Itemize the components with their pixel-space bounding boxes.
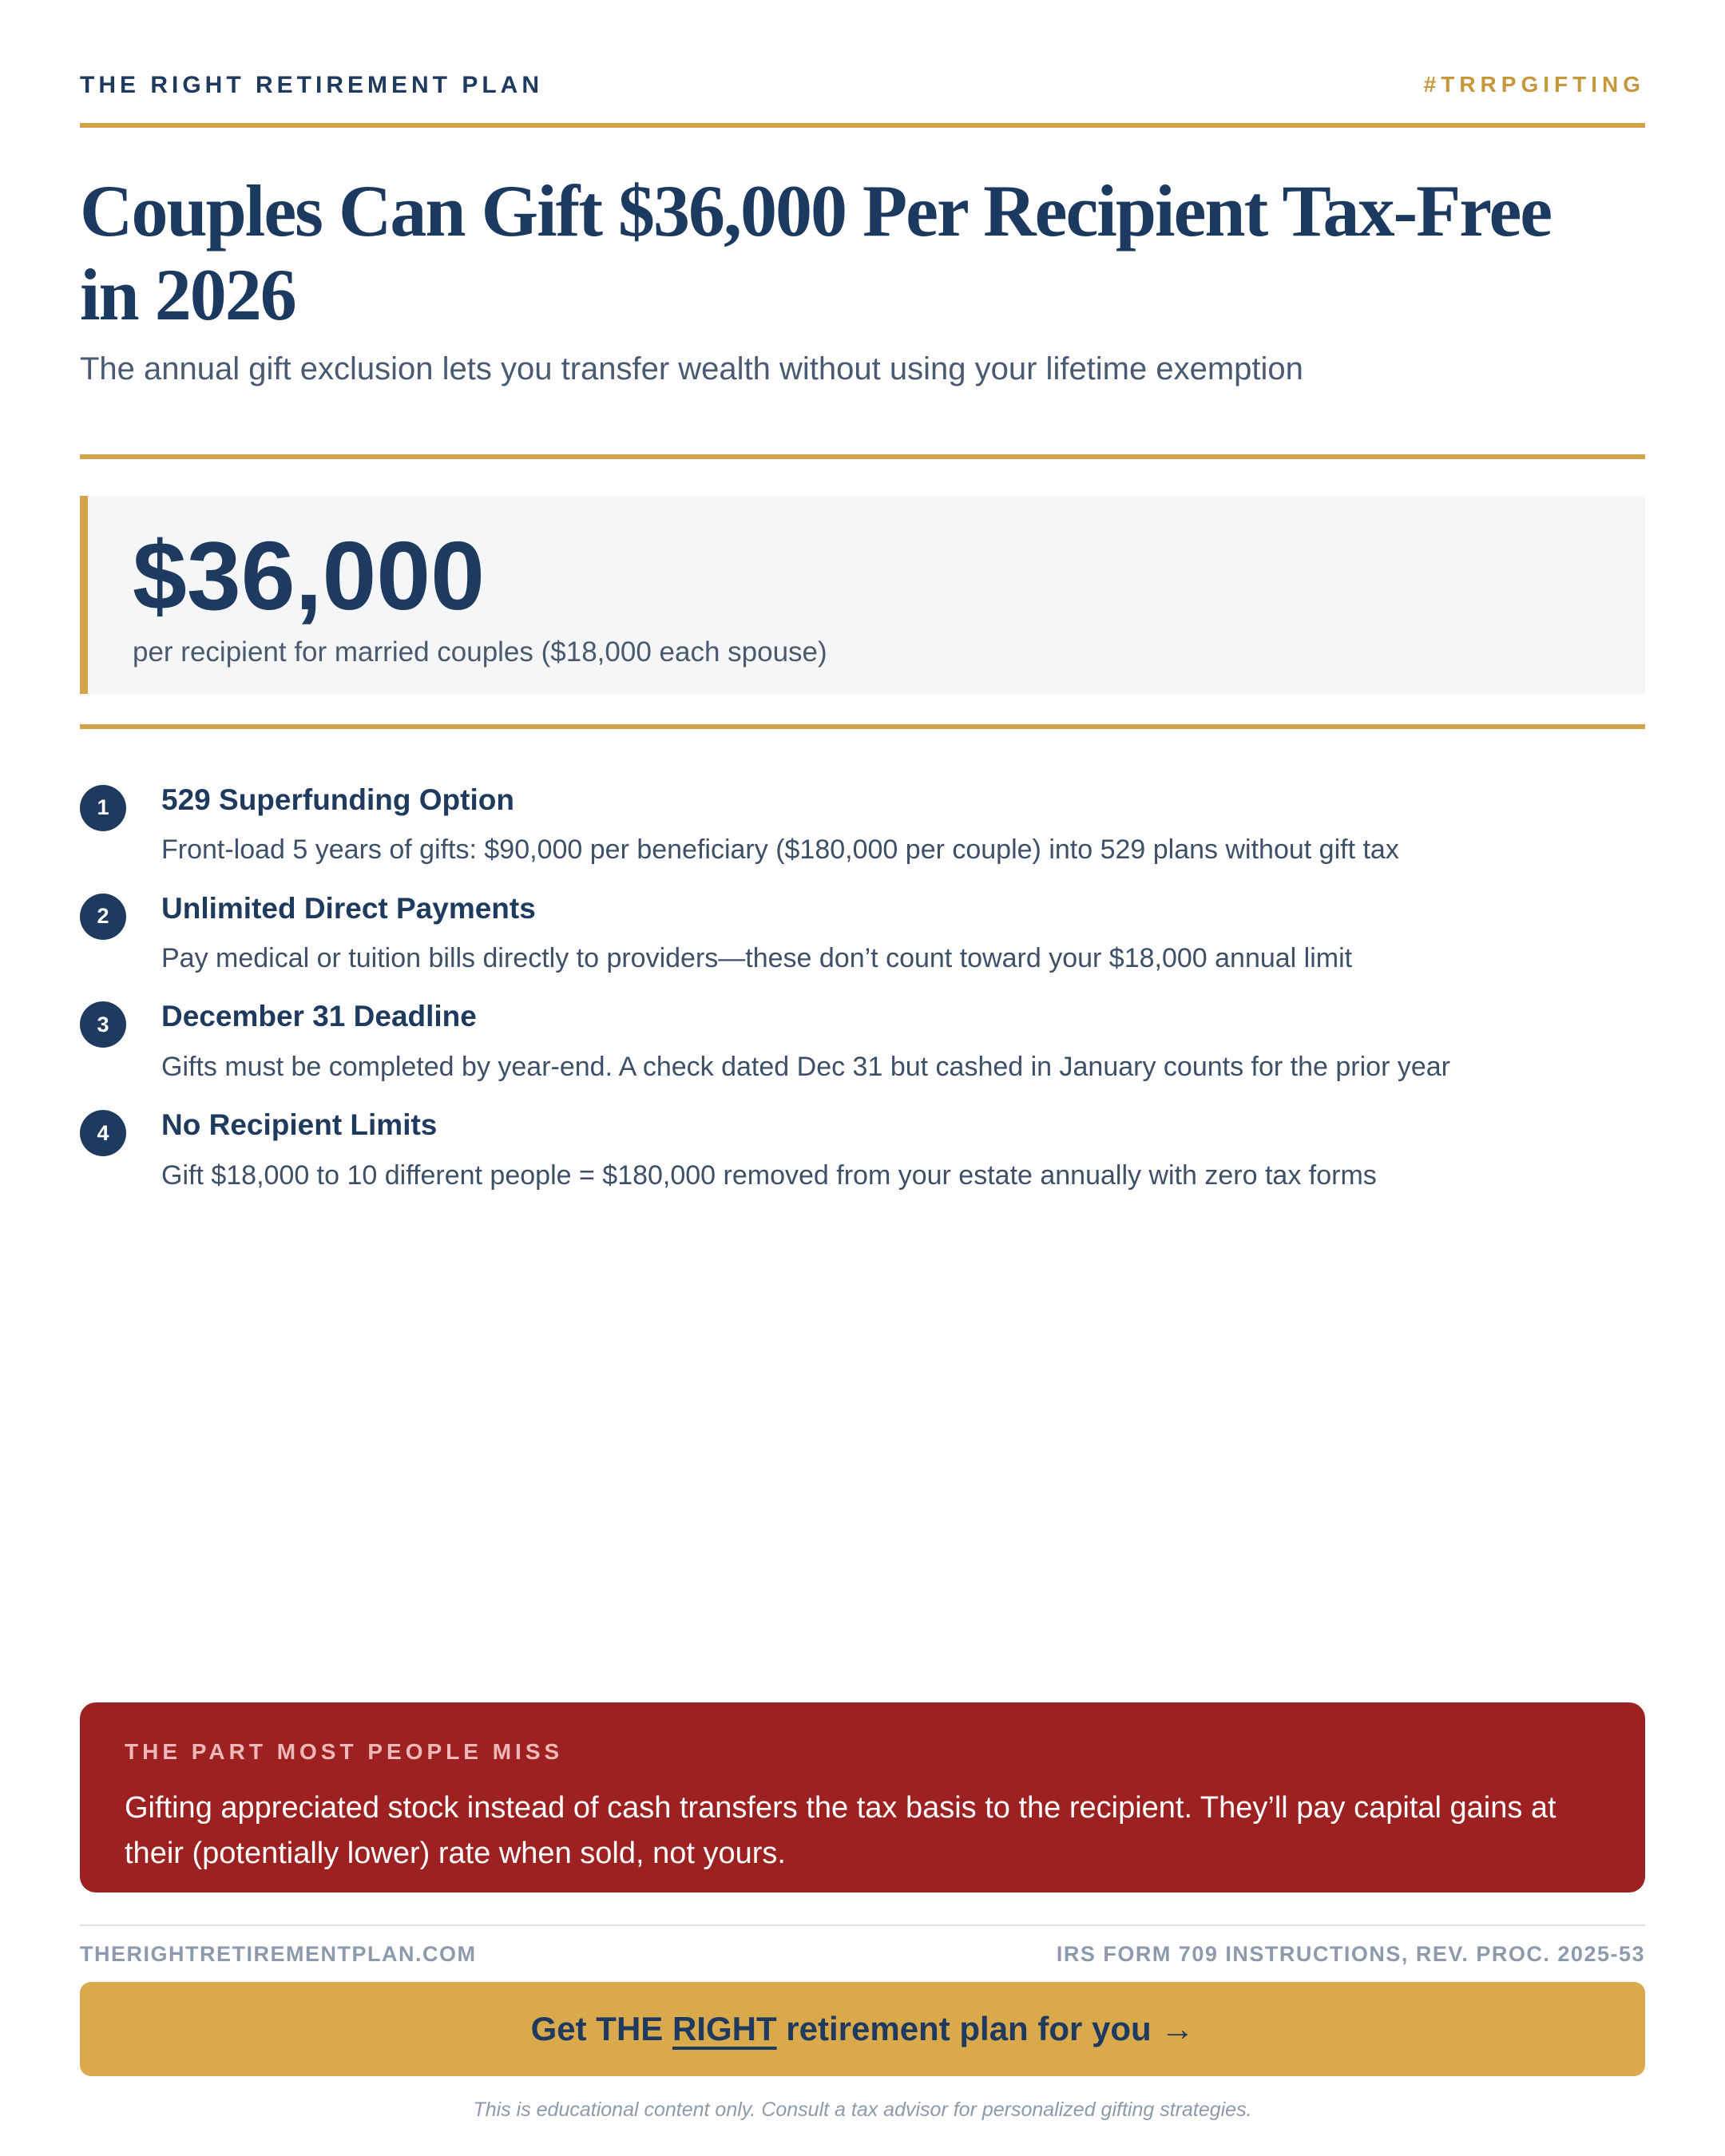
stat-divider-rule	[80, 724, 1645, 729]
page-title-line2: in 2026	[80, 253, 295, 335]
cta-text-highlight: RIGHT	[672, 2010, 777, 2047]
item-number-badge: 1	[80, 785, 126, 831]
footer-source-citation: IRS FORM 709 INSTRUCTIONS, REV. PROC. 2025-53	[1056, 1942, 1645, 1966]
hashtag-label: #TRRPGIFTING	[1423, 72, 1645, 97]
item-title: Unlimited Direct Payments	[161, 891, 536, 925]
cta-button[interactable]	[80, 1982, 1645, 2076]
item-title: 529 Superfunding Option	[161, 783, 514, 816]
stat-card	[80, 496, 1645, 694]
item-number-badge: 4	[80, 1110, 126, 1156]
page-subtitle: The annual gift exclusion lets you transfer wealth without using your lifetime exemption	[80, 351, 1303, 386]
cta-text-prefix: Get THE	[530, 2010, 672, 2047]
footer-divider	[80, 1924, 1645, 1926]
stat-caption: per recipient for married couples ($18,000 each spouse)	[133, 636, 827, 668]
item-body: Gift $18,000 to 10 different people = $180,000 removed from your estate annually with zero tax forms	[161, 1159, 1377, 1191]
header	[80, 72, 1645, 99]
list-item	[80, 782, 1645, 870]
cta-text	[531, 2010, 1195, 2048]
header-divider-rule	[80, 123, 1645, 128]
item-text	[161, 890, 1352, 978]
item-title: No Recipient Limits	[161, 1108, 438, 1142]
callout-box	[80, 1702, 1645, 1892]
item-body: Front-load 5 years of gifts: $90,000 per beneficiary ($180,000 per couple) into 529 plans without gift tax	[161, 834, 1399, 865]
page-title-line1: Couples Can Gift $36,000 Per Recipient Tax-Free	[80, 170, 1552, 252]
callout-body: Gifting appreciated stock instead of cash transfers the tax basis to the recipient. They’ll pay capital gains at their (potentially lower) rate when sold, not yours.	[125, 1791, 1556, 1870]
item-text	[161, 998, 1450, 1086]
subtitle-divider-rule	[80, 454, 1645, 459]
item-body: Pay medical or tuition bills directly to providers—these don’t count toward your $18,000 annual limit	[161, 942, 1353, 973]
list-item	[80, 1107, 1645, 1195]
disclaimer-text: This is educational content only. Consult a tax advisor for personalized gifting strategies.	[473, 2099, 1252, 2121]
item-text	[161, 782, 1399, 870]
item-body: Gifts must be completed by year-end. A check dated Dec 31 but cashed in January counts for the prior year	[161, 1051, 1450, 1082]
footer	[80, 1942, 1645, 1967]
item-title: December 31 Deadline	[161, 1000, 477, 1033]
item-text	[161, 1107, 1377, 1195]
list-item	[80, 998, 1645, 1086]
page-title	[80, 169, 1645, 337]
list-item	[80, 890, 1645, 978]
item-number-badge: 3	[80, 1001, 126, 1048]
cta-text-suffix: retirement plan for you →	[776, 2010, 1195, 2047]
callout-label: THE PART MOST PEOPLE MISS	[125, 1739, 564, 1764]
stat-amount: $36,000	[133, 521, 485, 630]
item-number-badge: 2	[80, 894, 126, 940]
key-points-list	[80, 782, 1645, 1195]
brand-name: THE RIGHT RETIREMENT PLAN	[80, 72, 543, 98]
footer-website: THERIGHTRETIREMENTPLAN.COM	[80, 1942, 477, 1966]
